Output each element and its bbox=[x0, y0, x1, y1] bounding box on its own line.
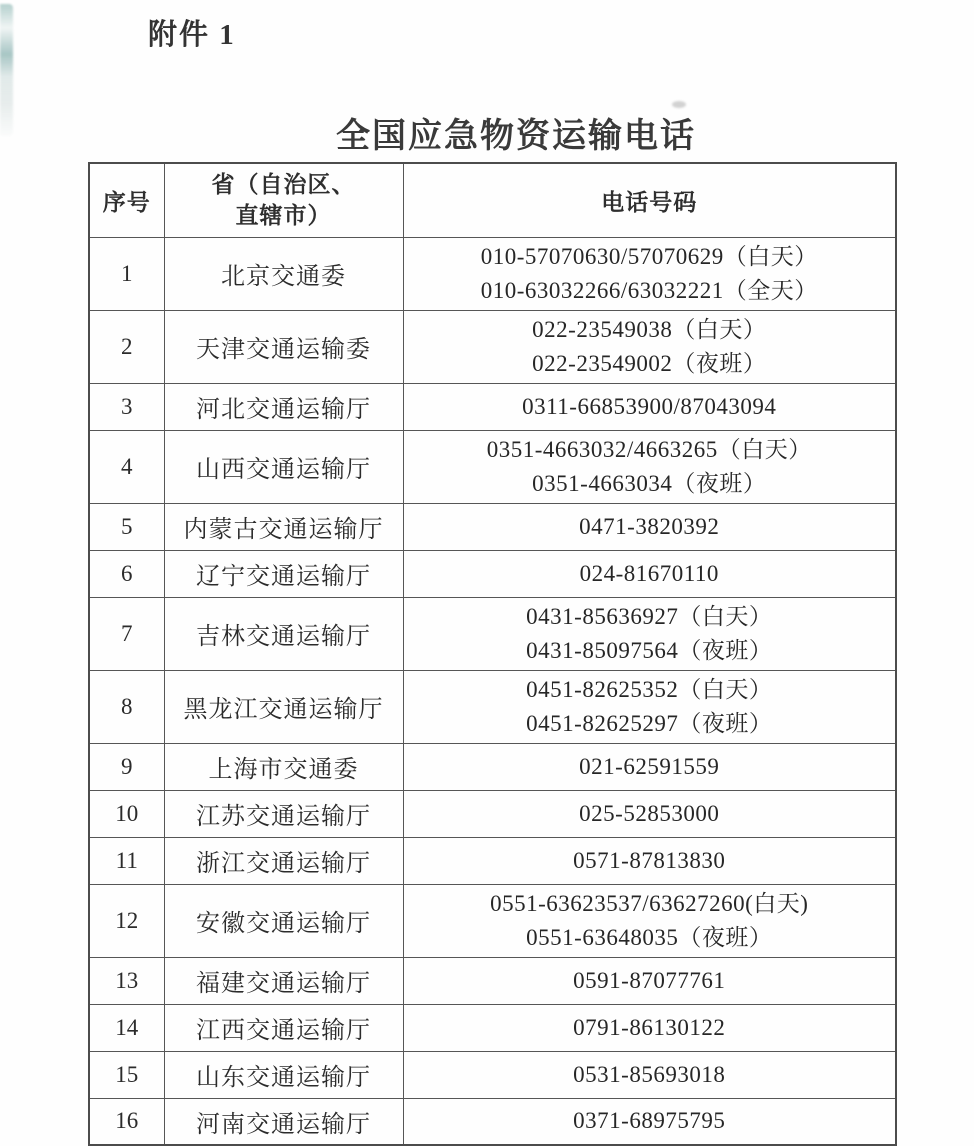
serial-cell: 16 bbox=[89, 1098, 164, 1145]
phone-line: 021-62591559 bbox=[579, 753, 720, 779]
table-row bbox=[89, 383, 896, 430]
serial-cell: 6 bbox=[89, 550, 164, 597]
phone-cell bbox=[403, 670, 896, 743]
phone-cell bbox=[403, 790, 896, 837]
phone-line: 022-23549002（夜班） bbox=[532, 350, 767, 376]
phone-line: 0571-87813830 bbox=[573, 847, 726, 873]
phone-line: 0371-68975795 bbox=[573, 1108, 726, 1134]
serial-cell: 13 bbox=[89, 957, 164, 1004]
phone-cell bbox=[403, 430, 896, 503]
table-row bbox=[89, 1004, 896, 1051]
region-cell: 北京交通委 bbox=[164, 237, 403, 310]
table-row bbox=[89, 670, 896, 743]
phone-cell bbox=[403, 1098, 896, 1145]
attachment-label: 附件 1 bbox=[148, 19, 236, 51]
serial-cell: 7 bbox=[89, 597, 164, 670]
region-cell: 吉林交通运输厅 bbox=[164, 597, 403, 670]
phone-cell bbox=[403, 743, 896, 790]
region-cell: 黑龙江交通运输厅 bbox=[164, 670, 403, 743]
phone-line: 024-81670110 bbox=[579, 560, 719, 586]
phone-cell bbox=[403, 383, 896, 430]
table-row bbox=[89, 743, 896, 790]
scan-speck-artifact bbox=[672, 101, 686, 108]
phone-line: 0531-85693018 bbox=[573, 1061, 726, 1087]
table-row bbox=[89, 1098, 896, 1145]
header-region-line2: 直辖市） bbox=[235, 203, 332, 229]
serial-cell: 3 bbox=[89, 383, 164, 430]
table-row bbox=[89, 550, 896, 597]
region-cell: 山东交通运输厅 bbox=[164, 1051, 403, 1098]
region-cell: 福建交通运输厅 bbox=[164, 957, 403, 1004]
header-phone: 电话号码 bbox=[403, 163, 896, 237]
phone-cell bbox=[403, 237, 896, 310]
phone-cell bbox=[403, 597, 896, 670]
serial-cell: 10 bbox=[89, 790, 164, 837]
header-row bbox=[89, 163, 896, 237]
table-row bbox=[89, 597, 896, 670]
phone-cell bbox=[403, 1051, 896, 1098]
serial-cell: 8 bbox=[89, 670, 164, 743]
header-region bbox=[164, 163, 403, 237]
region-cell: 河北交通运输厅 bbox=[164, 383, 403, 430]
table-row bbox=[89, 1051, 896, 1098]
header-region-line1: 省（自治区、 bbox=[211, 172, 356, 198]
phone-cell bbox=[403, 884, 896, 957]
table-row bbox=[89, 237, 896, 310]
phone-cell bbox=[403, 837, 896, 884]
region-cell: 上海市交通委 bbox=[164, 743, 403, 790]
phone-line: 0791-86130122 bbox=[573, 1014, 726, 1040]
phone-line: 0451-82625352（白天） bbox=[526, 676, 773, 702]
table-row bbox=[89, 310, 896, 383]
region-cell: 内蒙古交通运输厅 bbox=[164, 503, 403, 550]
phone-line: 0351-4663032/4663265（白天） bbox=[486, 436, 812, 462]
phone-line: 0551-63623537/63627260(白天) bbox=[490, 890, 809, 916]
phone-cell bbox=[403, 1004, 896, 1051]
region-cell: 天津交通运输委 bbox=[164, 310, 403, 383]
table-row bbox=[89, 884, 896, 957]
serial-cell: 11 bbox=[89, 837, 164, 884]
region-cell: 河南交通运输厅 bbox=[164, 1098, 403, 1145]
phone-cell bbox=[403, 550, 896, 597]
region-cell: 辽宁交通运输厅 bbox=[164, 550, 403, 597]
region-cell: 山西交通运输厅 bbox=[164, 430, 403, 503]
phone-line: 0451-82625297（夜班） bbox=[526, 710, 773, 736]
phone-cell bbox=[403, 310, 896, 383]
emergency-phone-table bbox=[88, 162, 897, 1146]
phone-cell bbox=[403, 957, 896, 1004]
phone-line: 0551-63648035（夜班） bbox=[526, 924, 773, 950]
region-cell: 安徽交通运输厅 bbox=[164, 884, 403, 957]
phone-line: 0431-85097564（夜班） bbox=[526, 637, 773, 663]
phone-line: 0351-4663034（夜班） bbox=[532, 470, 767, 496]
header-serial: 序号 bbox=[89, 163, 164, 237]
document-title: 全国应急物资运输电话 bbox=[336, 117, 696, 155]
phone-line: 022-23549038（白天） bbox=[532, 316, 767, 342]
table-header bbox=[89, 163, 896, 237]
serial-cell: 9 bbox=[89, 743, 164, 790]
serial-cell: 2 bbox=[89, 310, 164, 383]
serial-cell: 15 bbox=[89, 1051, 164, 1098]
phone-line: 025-52853000 bbox=[579, 800, 720, 826]
phone-line: 010-63032266/63032221（全天） bbox=[480, 277, 818, 303]
phone-cell bbox=[403, 503, 896, 550]
table-row bbox=[89, 503, 896, 550]
table-row bbox=[89, 957, 896, 1004]
table-row bbox=[89, 790, 896, 837]
serial-cell: 1 bbox=[89, 237, 164, 310]
region-cell: 江苏交通运输厅 bbox=[164, 790, 403, 837]
region-cell: 浙江交通运输厅 bbox=[164, 837, 403, 884]
serial-cell: 4 bbox=[89, 430, 164, 503]
phone-line: 010-57070630/57070629（白天） bbox=[480, 243, 818, 269]
serial-cell: 12 bbox=[89, 884, 164, 957]
phone-line: 0591-87077761 bbox=[573, 967, 726, 993]
serial-cell: 14 bbox=[89, 1004, 164, 1051]
table-row bbox=[89, 430, 896, 503]
table-row bbox=[89, 837, 896, 884]
table-body bbox=[89, 237, 896, 1145]
phone-line: 0471-3820392 bbox=[579, 513, 720, 539]
serial-cell: 5 bbox=[89, 503, 164, 550]
phone-line: 0431-85636927（白天） bbox=[526, 603, 773, 629]
region-cell: 江西交通运输厅 bbox=[164, 1004, 403, 1051]
phone-line: 0311-66853900/87043094 bbox=[522, 393, 777, 419]
